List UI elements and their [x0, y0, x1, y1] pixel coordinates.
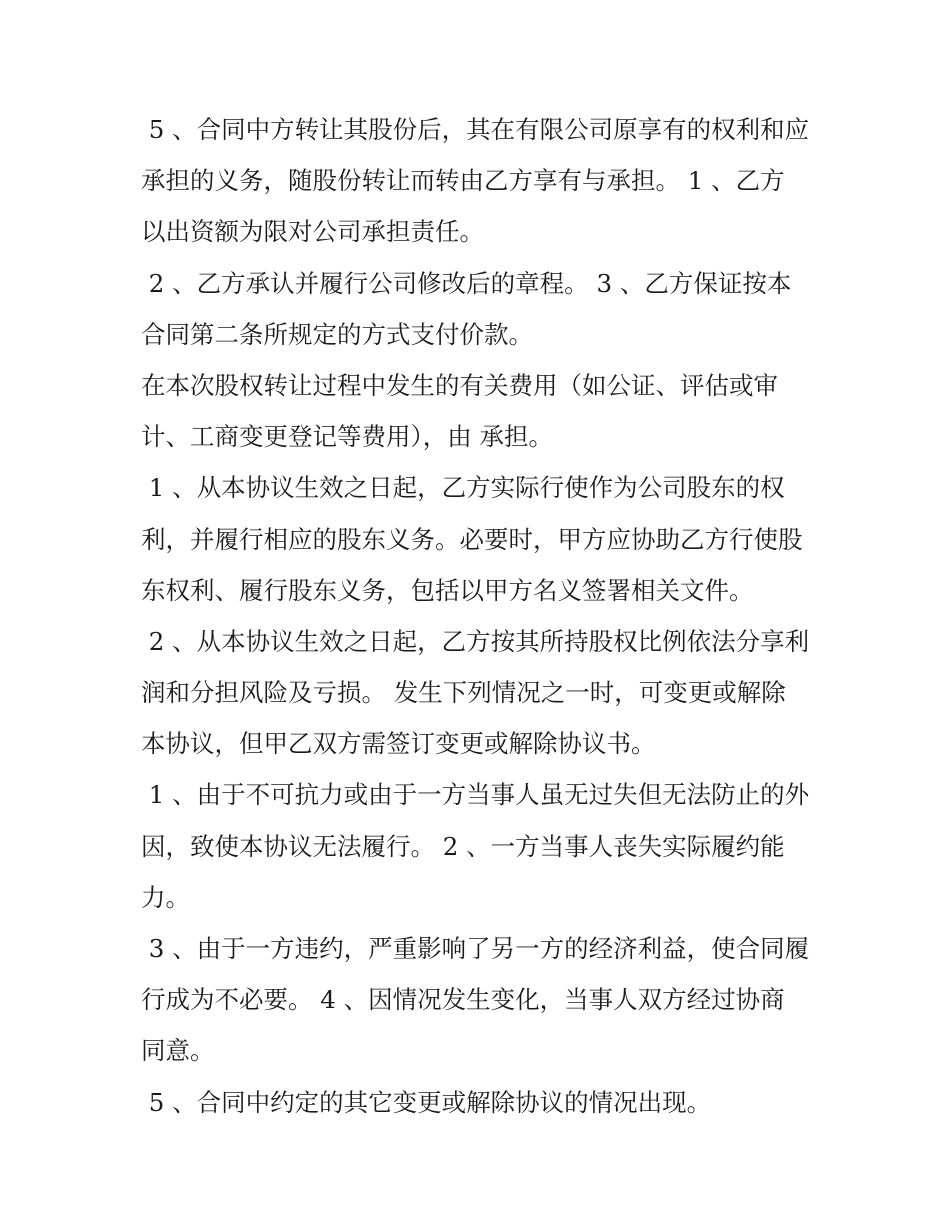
- text-line-7: 计、工商变更登记等费用），由 承担。: [141, 422, 554, 452]
- text-line-14: 1 、由于不可抗力或由于一方当事人虽无过失但无法防止的外: [141, 780, 810, 810]
- text-line-12: 润和分担风险及亏损。 发生下列情况之一时，可变更或解除: [141, 678, 786, 708]
- text-line-16: 力。: [141, 882, 190, 912]
- text-line-17: 3 、由于一方违约，严重影响了另一方的经济利益，使合同履: [141, 934, 810, 963]
- text-line-3: 以出资额为限对公司承担责任。: [141, 217, 484, 247]
- text-line-1: 5 、合同中方转让其股份后，其在有限公司原享有的权利和应: [141, 115, 810, 144]
- text-line-20: 5 、合同中约定的其它变更或解除协议的情况出现。: [141, 1087, 712, 1117]
- text-line-13: 本协议，但甲乙双方需签订变更或解除协议书。: [141, 729, 656, 759]
- text-line-5: 合同第二条所规定的方式支付价款。: [141, 319, 533, 349]
- text-line-11: 2 、从本协议生效之日起，乙方按其所持股权比例依法分享利: [141, 626, 810, 656]
- text-line-8: 1 、从本协议生效之日起，乙方实际行使作为公司股东的权: [141, 473, 785, 503]
- text-line-4: 2 、乙方承认并履行公司修改后的章程。 3 、乙方保证按本: [141, 268, 792, 298]
- contract-text-body: [141, 104, 821, 1128]
- text-line-10: 东权利、履行股东义务，包括以甲方名义签署相关文件。: [141, 575, 754, 605]
- text-line-6: 在本次股权转让过程中发生的有关费用（如公证、评估或审: [141, 370, 778, 400]
- text-line-18: 行成为不必要。 4 、因情况发生变化，当事人双方经过协商: [141, 985, 785, 1015]
- text-line-19: 同意。: [141, 1036, 215, 1066]
- text-line-9: 利，并履行相应的股东义务。必要时，甲方应协助乙方行使股: [141, 524, 803, 554]
- text-line-15: 因，致使本协议无法履行。 2 、一方当事人丧失实际履约能: [141, 831, 785, 861]
- text-line-2: 承担的义务，随股份转让而转由乙方享有与承担。 1 、乙方: [141, 166, 785, 196]
